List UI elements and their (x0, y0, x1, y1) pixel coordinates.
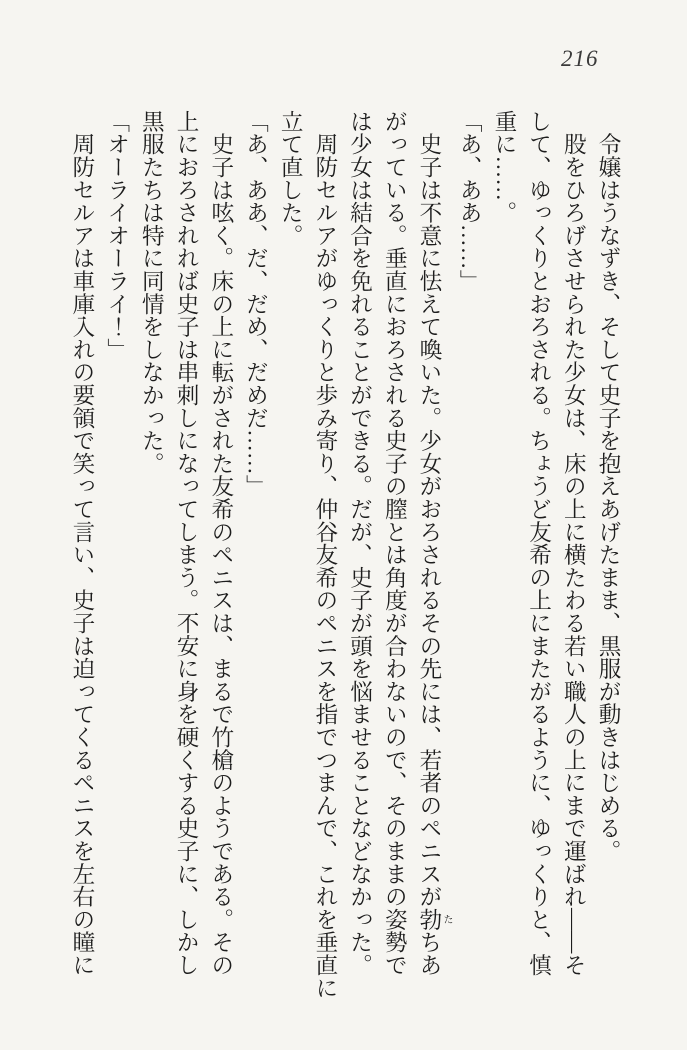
text-segment: ちあ (416, 930, 442, 977)
text-line: は少女は結合を免れることができる。だが、史子が頭を悩ませることなどなかった。 (347, 110, 373, 977)
text-block (64, 110, 625, 1000)
text-line: 重に……。 (491, 110, 517, 224)
text-line (411, 110, 452, 977)
text-line: 黒服たちは特に同情をしなかった。 (139, 110, 165, 475)
text-line: 上におろされれば史子は串刺しになってしまう。不安に身を硬くする史子に、しかし (174, 110, 200, 977)
ruby-text: た (440, 908, 452, 931)
text-line: 立て直した。 (278, 110, 304, 247)
text-line: 周防セルアがゆっくりと歩み寄り、仲谷友希のペニスを指でつまんで、これを垂直に (312, 110, 338, 1000)
text-line: して、ゆっくりとおろされる。ちょうど友希の上にまたがるように、ゆっくりと、慎 (526, 110, 552, 977)
page-number: 216 (561, 46, 599, 71)
text-line: がっている。垂直におろされる史子の膣とは角度が合わないので、そのままの姿勢で (382, 110, 408, 977)
text-line: 令嬢はうなずき、そして史子を抱えあげたまま、黒服が動きはじめる。 (596, 110, 621, 863)
text-line: 股をひろげさせられた少女は、床の上に横たわる若い職人の上にまで運ばれ――そ (561, 110, 587, 977)
text-line-dialogue: 「あ、ああ、だ、だめ、だめだ……」 (243, 110, 269, 498)
text-line: 史子は呟く。床の上に転がされた友希のペニスは、まるで竹槍のようである。その (208, 110, 234, 977)
ruby-base: 勃 (416, 908, 442, 931)
text-line-dialogue: 「あ、ああ……」 (457, 110, 483, 293)
text-line-dialogue: 「オーライオーライ！」 (104, 110, 130, 361)
ruby-furigana (416, 908, 452, 931)
text-line: 周防セルアは車庫入れの要領で笑って言い、史子は迫ってくるペニスを左右の瞳に (69, 110, 95, 977)
text-segment: 史子は不意に怯えて喚いた。少女がおろされるその先には、若者のペニスが (416, 110, 442, 908)
